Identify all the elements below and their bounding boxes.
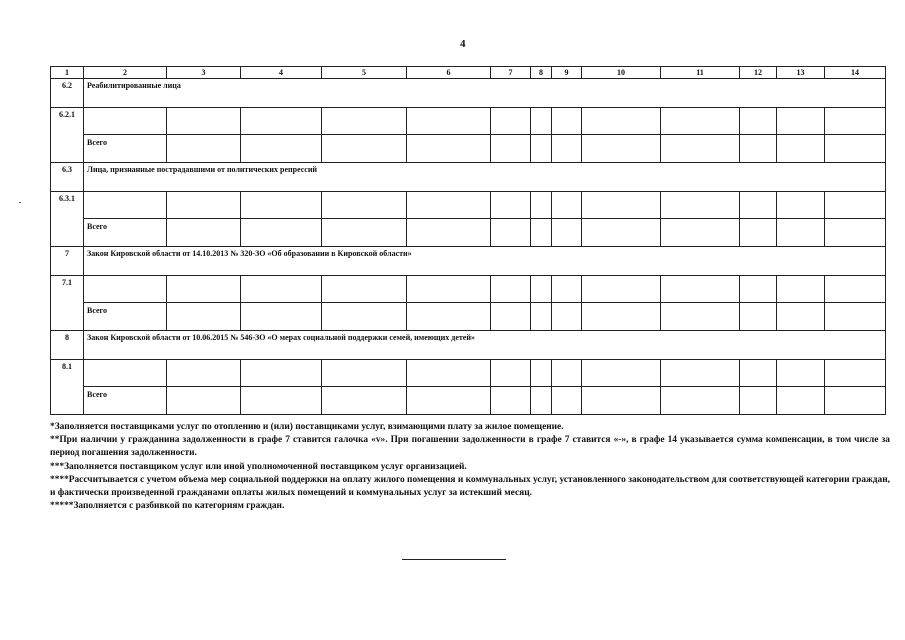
table-cell — [777, 303, 825, 331]
col-header: 11 — [661, 67, 740, 79]
table-cell — [491, 108, 531, 135]
table-cell — [825, 276, 886, 303]
table-cell — [582, 108, 661, 135]
table-cell — [167, 192, 241, 219]
col-header: 1 — [51, 67, 84, 79]
col-header: 12 — [740, 67, 777, 79]
table-cell — [740, 387, 777, 415]
table-cell — [84, 192, 167, 219]
table-cell — [407, 360, 491, 387]
section-row — [51, 247, 886, 276]
section-row — [51, 79, 886, 108]
table-cell — [167, 360, 241, 387]
section-number: 6.3 — [51, 163, 84, 192]
table-cell — [740, 108, 777, 135]
table-cell — [552, 135, 582, 163]
table-cell — [241, 303, 322, 331]
table-cell — [531, 192, 552, 219]
table-cell — [407, 192, 491, 219]
subsection-number: 6.3.1 — [51, 192, 84, 247]
table-cell — [407, 135, 491, 163]
section-number: 6.2 — [51, 79, 84, 108]
table-cell — [552, 192, 582, 219]
table-cell — [777, 108, 825, 135]
table-cell — [407, 108, 491, 135]
footnote: *Заполняется поставщиками услуг по отоплению и (или) поставщиками услуг, взимающими плату за жилое помещение. — [50, 422, 564, 432]
col-header: 6 — [407, 67, 491, 79]
table-cell — [582, 360, 661, 387]
table-cell — [407, 219, 491, 247]
table-cell — [167, 108, 241, 135]
section-number: 8 — [51, 331, 84, 360]
col-header: 5 — [322, 67, 407, 79]
total-row — [51, 135, 886, 163]
table-cell — [582, 192, 661, 219]
table-cell — [825, 219, 886, 247]
table-cell — [241, 108, 322, 135]
table-cell — [825, 387, 886, 415]
table-cell — [167, 219, 241, 247]
subsection-number: 6.2.1 — [51, 108, 84, 163]
table-cell — [531, 135, 552, 163]
subsection-number: 8.1 — [51, 360, 84, 415]
table-cell — [740, 360, 777, 387]
table-cell — [777, 219, 825, 247]
table-cell — [322, 276, 407, 303]
table-cell — [661, 303, 740, 331]
table-cell — [740, 276, 777, 303]
subsection-row — [51, 108, 886, 135]
footnote: *****Заполняется с разбивкой по категориям граждан. — [50, 501, 285, 512]
table-cell — [241, 276, 322, 303]
table-cell — [241, 387, 322, 415]
table-cell — [825, 108, 886, 135]
table-cell — [777, 135, 825, 163]
table-cell — [167, 303, 241, 331]
total-label: Всего — [84, 303, 167, 331]
table-cell — [825, 360, 886, 387]
section-row — [51, 331, 886, 360]
table-cell — [740, 303, 777, 331]
table-cell — [407, 276, 491, 303]
col-header: 2 — [84, 67, 167, 79]
table-cell — [661, 276, 740, 303]
table-cell — [322, 192, 407, 219]
table-cell — [582, 219, 661, 247]
table-cell — [322, 108, 407, 135]
section-title: Реабилитированные лица — [84, 79, 886, 108]
table-cell — [491, 219, 531, 247]
table-cell — [491, 360, 531, 387]
table-cell — [661, 135, 740, 163]
section-title: Лица, признанные пострадавшими от политических репрессий — [84, 163, 886, 192]
table-cell — [531, 387, 552, 415]
footnote: **При наличии у гражданина задолженности в графе 7 ставится галочка «v». При погашении задолженности в графе 7 ставится «-», в графе 14 указывается сумма компенсации, в том числе за период погашения задолженности. — [50, 435, 890, 459]
table-cell — [777, 192, 825, 219]
table-cell — [552, 303, 582, 331]
table-cell — [582, 276, 661, 303]
table-cell — [322, 135, 407, 163]
subsection-row — [51, 276, 886, 303]
table-cell — [491, 276, 531, 303]
table-cell — [777, 276, 825, 303]
table-cell — [241, 135, 322, 163]
table-cell — [825, 192, 886, 219]
table-cell — [582, 303, 661, 331]
table-cell — [582, 387, 661, 415]
footnotes — [50, 421, 890, 513]
table-cell — [241, 360, 322, 387]
table-cell — [167, 387, 241, 415]
table-cell — [740, 219, 777, 247]
col-header: 10 — [582, 67, 661, 79]
table-cell — [491, 303, 531, 331]
table-cell — [531, 360, 552, 387]
table-cell — [552, 108, 582, 135]
table-cell — [407, 387, 491, 415]
table-cell — [777, 360, 825, 387]
table-cell — [661, 192, 740, 219]
table-cell — [777, 387, 825, 415]
table-cell — [491, 192, 531, 219]
col-header: 9 — [552, 67, 582, 79]
column-number-row — [51, 67, 886, 79]
table-cell — [241, 192, 322, 219]
compensation-table — [50, 66, 886, 415]
col-header: 14 — [825, 67, 886, 79]
footnote: ****Рассчитывается с учетом объема мер социальной поддержки на оплату жилого помещения и коммунальных услуг, установленного законодательством для соответствующей категории граждан, и фактически произведенной гражданами оплаты жилых помещений и коммунальных услуг за истекший месяц. — [50, 474, 890, 499]
table-cell — [322, 219, 407, 247]
table-cell — [740, 135, 777, 163]
table-cell — [84, 108, 167, 135]
subsection-number: 7.1 — [51, 276, 84, 331]
total-row — [51, 387, 886, 415]
footnote: ***Заполняется поставщиком услуг или иной уполномоченной поставщиком услуг организацией. — [50, 461, 467, 472]
page-number: 4 — [460, 38, 466, 50]
table-cell — [167, 135, 241, 163]
total-row — [51, 219, 886, 247]
table-cell — [322, 303, 407, 331]
section-row — [51, 163, 886, 192]
col-header: 7 — [491, 67, 531, 79]
section-number: 7 — [51, 247, 84, 276]
scan-speck — [19, 202, 21, 203]
table-cell — [661, 360, 740, 387]
table-cell — [407, 303, 491, 331]
total-label: Всего — [84, 135, 167, 163]
col-header: 13 — [777, 67, 825, 79]
table-cell — [531, 108, 552, 135]
section-title: Закон Кировской области от 10.06.2015 № 546-ЗО «О мерах социальной поддержки семей, имеющих детей» — [84, 331, 886, 360]
table-cell — [84, 276, 167, 303]
total-label: Всего — [84, 219, 167, 247]
table-cell — [241, 219, 322, 247]
table-cell — [531, 219, 552, 247]
subsection-row — [51, 192, 886, 219]
table-cell — [491, 135, 531, 163]
table-cell — [661, 108, 740, 135]
table-cell — [322, 360, 407, 387]
subsection-row — [51, 360, 886, 387]
table-cell — [552, 360, 582, 387]
table-cell — [531, 303, 552, 331]
total-label: Всего — [84, 387, 167, 415]
col-header: 8 — [531, 67, 552, 79]
table-cell — [661, 219, 740, 247]
total-row — [51, 303, 886, 331]
col-header: 3 — [167, 67, 241, 79]
col-header: 4 — [241, 67, 322, 79]
table-cell — [825, 303, 886, 331]
table-cell — [491, 387, 531, 415]
table-cell — [552, 219, 582, 247]
table-cell — [825, 135, 886, 163]
section-title: Закон Кировской области от 14.10.2013 № 320-ЗО «Об образовании в Кировской области» — [84, 247, 886, 276]
table-body — [51, 67, 886, 415]
table-cell — [552, 276, 582, 303]
table-cell — [531, 276, 552, 303]
table-cell — [84, 360, 167, 387]
table-cell — [582, 135, 661, 163]
table-cell — [167, 276, 241, 303]
table-cell — [740, 192, 777, 219]
table-cell — [661, 387, 740, 415]
table-cell — [322, 387, 407, 415]
closing-rule — [402, 559, 506, 560]
table-cell — [552, 387, 582, 415]
